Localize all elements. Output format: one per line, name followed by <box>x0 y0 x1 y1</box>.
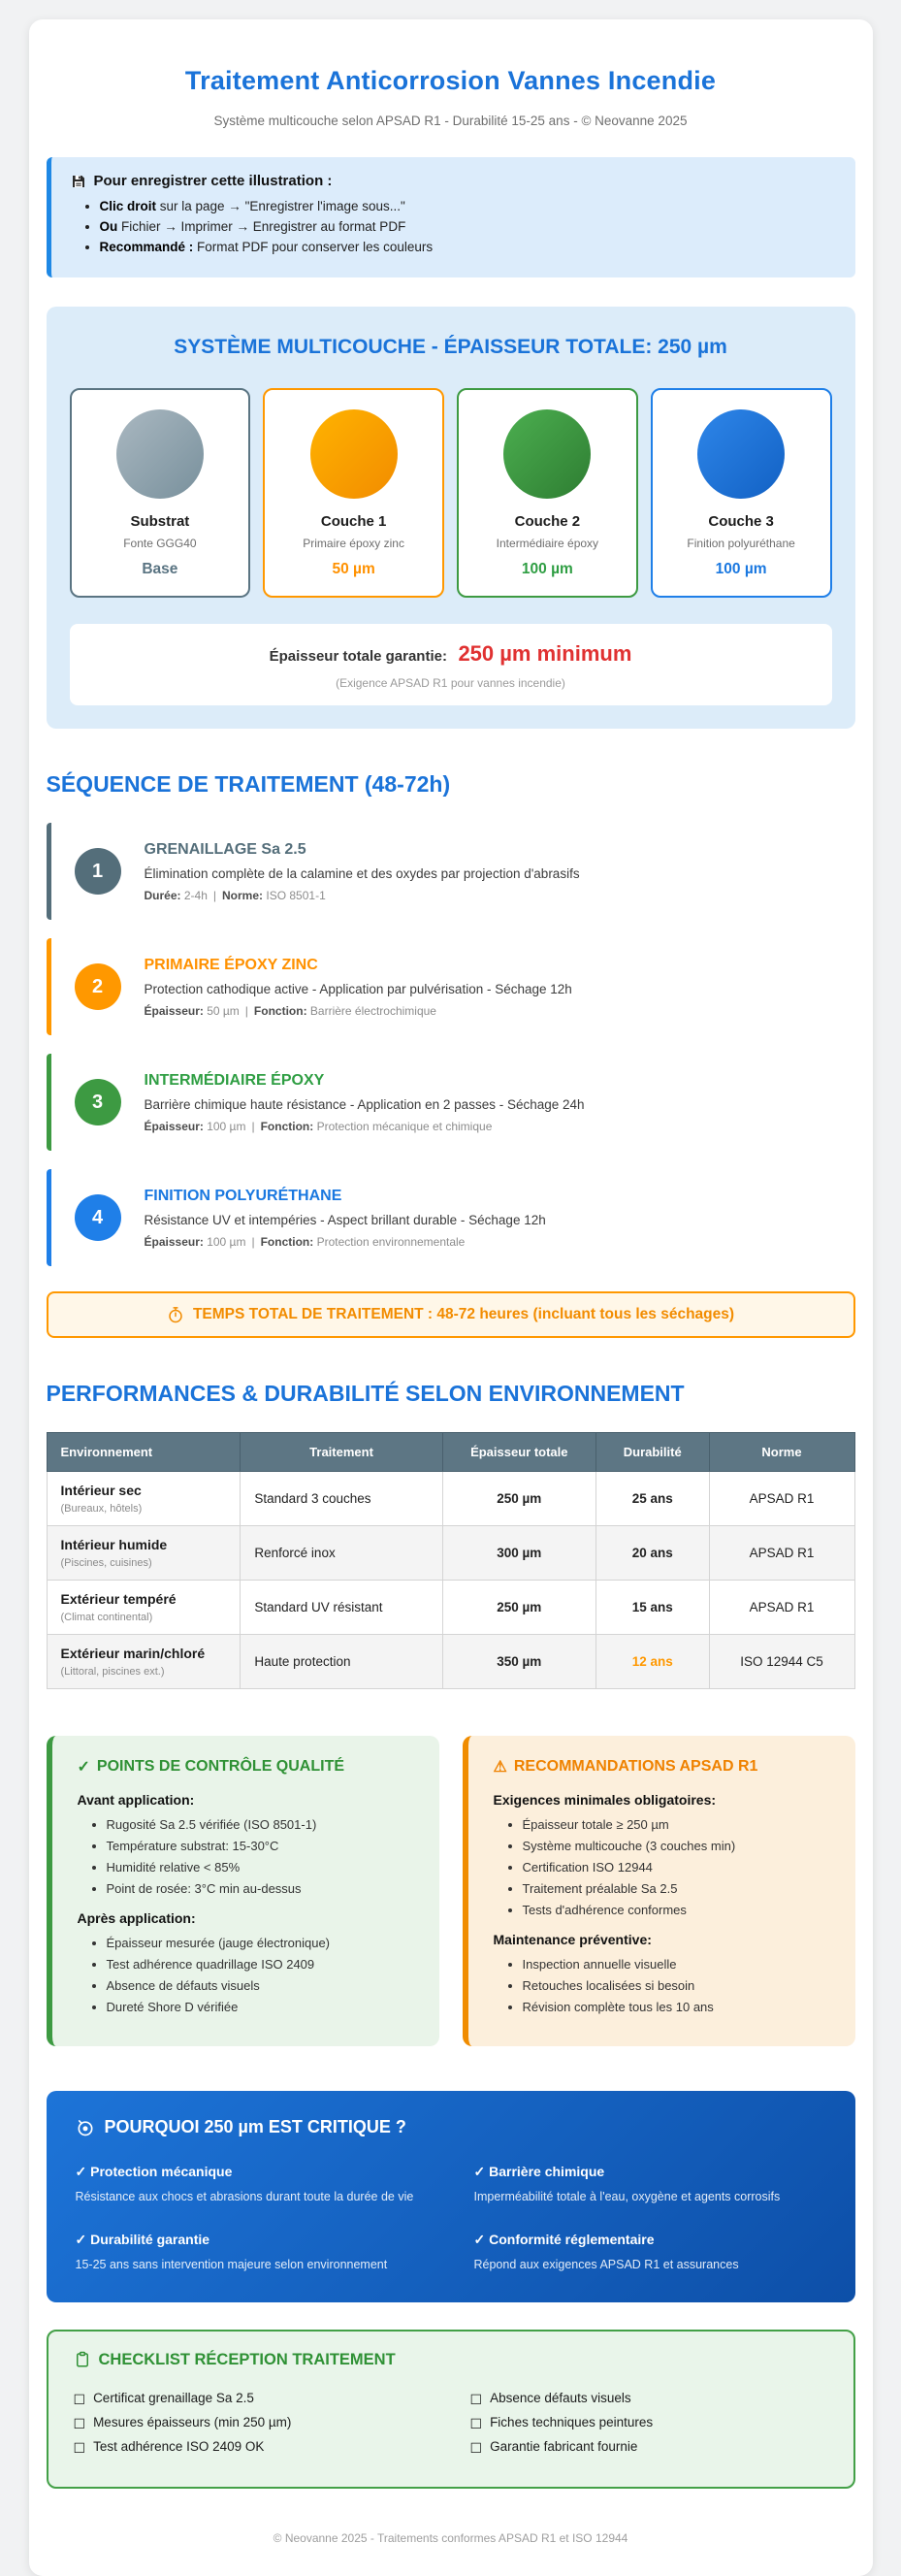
critical-item-title-text: Barrière chimique <box>489 2164 605 2179</box>
reception-checklist-box <box>47 2330 855 2490</box>
norm-cell: ISO 12944 C5 <box>709 1635 854 1689</box>
critical-item-title-text: Protection mécanique <box>90 2164 233 2179</box>
page-title: Traitement Anticorrosion Vannes Incendie <box>184 66 717 95</box>
layer-value: Base <box>142 561 178 577</box>
step-meta <box>145 889 846 902</box>
list-item <box>100 219 836 234</box>
layer-desc: Fonte GGG40 <box>123 537 197 550</box>
save-instructions-box <box>47 157 855 277</box>
sequence-section-title: SÉQUENCE DE TRAITEMENT (48-72h) <box>46 771 451 797</box>
checklist-grid <box>74 2384 828 2464</box>
layer-card-2 <box>457 388 638 598</box>
quality-before-list <box>107 1817 414 1896</box>
env-note: (Littoral, piscines ext.) <box>60 1666 165 1678</box>
list-item: • Rugosité Sa 2.5 vérifiée (ISO 8501-1) <box>107 1817 414 1832</box>
list-item: • Absence de défauts visuels <box>107 1978 414 1993</box>
layer-card-1 <box>263 388 444 598</box>
env-note: (Bureaux, hôtels) <box>60 1503 143 1515</box>
critical-item-title <box>76 2232 428 2248</box>
check-icon: ✓ <box>77 1759 90 1776</box>
critical-item <box>474 2232 826 2273</box>
subsection-title: Maintenance préventive: <box>493 1932 652 1947</box>
checkbox-icon: ☐ <box>73 2391 86 2407</box>
list-item: • Épaisseur mesurée (jauge électronique) <box>107 1936 414 1950</box>
floppy-icon <box>71 174 86 189</box>
thickness-cell: 350 µm <box>442 1635 595 1689</box>
norm-cell: APSAD R1 <box>709 1526 854 1581</box>
substrat-circle <box>116 409 204 499</box>
list-item: • Épaisseur totale ≥ 250 µm <box>523 1817 830 1832</box>
meta-value: Protection environnementale <box>316 1234 466 1249</box>
critical-item-desc: Résistance aux chocs et abrasions durant toute la durée de vie <box>75 2190 414 2203</box>
item-lead: Clic droit <box>99 199 157 213</box>
clipboard-icon <box>74 2351 91 2368</box>
critical-item-desc: 15-25 ans sans intervention majeure selon environnement <box>75 2257 388 2271</box>
target-icon <box>76 2118 95 2137</box>
list-item: • Température substrat: 15-30°C <box>107 1839 414 1853</box>
checklist-item-text: Certificat grenaillage Sa 2.5 <box>93 2390 254 2405</box>
meta-value: Protection mécanique et chimique <box>316 1119 493 1133</box>
list-item: • Inspection annuelle visuelle <box>523 1957 830 1972</box>
list-item: • Dureté Shore D vérifiée <box>107 2000 414 2014</box>
critical-item-title-text: Conformité réglementaire <box>489 2231 655 2247</box>
treatment-cell: Haute protection <box>241 1635 442 1689</box>
recommendations-box-title <box>494 1757 830 1777</box>
checklist-title-text: CHECKLIST RÉCEPTION TRAITEMENT <box>98 2350 396 2368</box>
list-item <box>100 199 836 213</box>
layer-name: Couche 2 <box>514 513 581 530</box>
check-icon: ✓ <box>473 2231 486 2247</box>
column-header: Épaisseur totale <box>442 1433 595 1472</box>
treatment-step-3 <box>47 1054 855 1151</box>
requirements-list <box>523 1817 830 1917</box>
checklist-item <box>470 2415 828 2432</box>
meta-label: Épaisseur: <box>144 1234 204 1249</box>
checkbox-icon: ☐ <box>73 2440 86 2457</box>
layer-desc: Intermédiaire époxy <box>496 537 599 550</box>
step-title: GRENAILLAGE Sa 2.5 <box>144 840 306 858</box>
list-item: • Humidité relative < 85% <box>107 1860 414 1875</box>
critical-item-title <box>474 2232 826 2248</box>
step-number-badge: 3 <box>75 1079 121 1125</box>
item-lead: Recommandé : <box>99 240 194 254</box>
column-header: Durabilité <box>595 1433 709 1472</box>
step-title: FINITION POLYURÉTHANE <box>144 1187 342 1204</box>
step-title: PRIMAIRE ÉPOXY ZINC <box>144 956 318 973</box>
list-item: • Retouches localisées si besoin <box>523 1978 830 1993</box>
durability-cell: 25 ans <box>595 1472 709 1526</box>
table-row <box>47 1472 854 1526</box>
checkbox-icon: ☐ <box>469 2391 483 2407</box>
total-time-text: TEMPS TOTAL DE TRAITEMENT : 48-72 heures (incluant tous les séchages) <box>192 1306 735 1322</box>
total-time-banner <box>47 1291 855 1338</box>
guarantee-label: Épaisseur totale garantie: <box>269 648 447 665</box>
item-lead: Ou <box>99 219 118 234</box>
layer-card-3 <box>651 388 832 598</box>
critical-item <box>76 2164 428 2205</box>
norm-cell: APSAD R1 <box>709 1472 854 1526</box>
step-desc: Élimination complète de la calamine et des oxydes par projection d'abrasifs <box>144 865 580 881</box>
checklist-item <box>470 2439 828 2457</box>
env-note: (Climat continental) <box>60 1612 153 1623</box>
save-instructions-title-text: Pour enregistrer cette illustration : <box>93 173 333 189</box>
layer1-circle <box>310 409 398 499</box>
checklist-title <box>74 2351 828 2369</box>
meta-label: Fonction: <box>260 1234 314 1249</box>
layer-value: 50 µm <box>332 561 375 577</box>
treatment-step-4 <box>47 1169 855 1266</box>
list-item <box>100 240 836 254</box>
checklist-item <box>74 2415 432 2432</box>
checklist-item-text: Garantie fabricant fournie <box>490 2439 638 2455</box>
document-card <box>29 19 873 2576</box>
meta-separator: | <box>212 888 217 902</box>
layer-name: Couche 1 <box>320 513 387 530</box>
table-row <box>47 1526 854 1581</box>
check-icon: ✓ <box>75 2231 87 2247</box>
step-number-badge: 4 <box>75 1194 121 1241</box>
thickness-cell: 250 µm <box>442 1472 595 1526</box>
meta-value: 50 µm <box>207 1003 240 1018</box>
performance-section-title: PERFORMANCES & DURABILITÉ SELON ENVIRONNEMENT <box>46 1381 685 1406</box>
list-item: • Point de rosée: 3°C min au-dessus <box>107 1881 414 1896</box>
layer-card-substrat <box>70 388 251 598</box>
quality-control-box <box>47 1736 439 2046</box>
checklist-item <box>74 2439 432 2457</box>
save-instructions-list <box>100 199 836 254</box>
meta-separator: | <box>244 1003 248 1018</box>
layer-name: Couche 3 <box>708 513 774 530</box>
quality-recommendations-row <box>47 1736 855 2046</box>
checkbox-icon: ☐ <box>469 2440 483 2457</box>
maintenance-list <box>523 1957 830 2014</box>
durability-cell: 20 ans <box>595 1526 709 1581</box>
column-header: Environnement <box>47 1433 241 1472</box>
checklist-item-text: Absence défauts visuels <box>490 2390 631 2405</box>
meta-value: 100 µm <box>207 1119 246 1133</box>
treatment-cell: Standard UV résistant <box>241 1581 442 1635</box>
list-item: • Révision complète tous les 10 ans <box>523 2000 830 2014</box>
table-row <box>47 1635 854 1689</box>
treatment-cell: Standard 3 couches <box>241 1472 442 1526</box>
meta-label: Fonction: <box>260 1119 314 1133</box>
env-name: Extérieur marin/chloré <box>60 1646 206 1661</box>
stopwatch-icon <box>167 1306 184 1323</box>
step-title: INTERMÉDIAIRE ÉPOXY <box>144 1071 325 1089</box>
env-cell <box>47 1472 241 1526</box>
meta-separator: | <box>251 1234 255 1249</box>
step-number-badge: 2 <box>75 963 121 1010</box>
checkbox-icon: ☐ <box>469 2415 483 2431</box>
norm-cell: APSAD R1 <box>709 1581 854 1635</box>
env-name: Extérieur tempéré <box>60 1591 177 1607</box>
layer-desc: Primaire époxy zinc <box>303 537 404 550</box>
layers-row <box>70 388 832 598</box>
treatment-step-2 <box>47 938 855 1035</box>
critical-title-text: POURQUOI 250 µm EST CRITIQUE ? <box>104 2117 406 2136</box>
check-icon: ✓ <box>473 2164 486 2179</box>
step-meta <box>145 1235 846 1249</box>
meta-value: Barrière électrochimique <box>309 1003 436 1018</box>
checkbox-icon: ☐ <box>73 2415 86 2431</box>
treatment-cell: Renforcé inox <box>241 1526 442 1581</box>
layer3-circle <box>697 409 785 499</box>
env-cell <box>47 1526 241 1581</box>
checklist-item-text: Mesures épaisseurs (min 250 µm) <box>93 2414 292 2429</box>
env-name: Intérieur humide <box>60 1537 168 1552</box>
meta-value: 100 µm <box>207 1234 246 1249</box>
item-text: sur la page → "Enregistrer l'image sous..." <box>156 199 405 213</box>
subsection-title: Après application: <box>77 1910 196 1926</box>
column-header: Norme <box>709 1433 854 1472</box>
critical-item <box>474 2164 826 2205</box>
env-name: Intérieur sec <box>60 1483 142 1498</box>
checklist-column <box>470 2384 828 2464</box>
critical-item-title-text: Durabilité garantie <box>90 2231 210 2247</box>
step-desc: Protection cathodique active - Application par pulvérisation - Séchage 12h <box>144 981 572 996</box>
guarantee-note: (Exigence APSAD R1 pour vannes incendie) <box>336 676 565 690</box>
meta-label: Épaisseur: <box>144 1003 204 1018</box>
thickness-cell: 250 µm <box>442 1581 595 1635</box>
critical-item <box>76 2232 428 2273</box>
step-number-badge: 1 <box>75 848 121 895</box>
table-row <box>47 1581 854 1635</box>
env-note: (Piscines, cuisines) <box>60 1557 152 1569</box>
table-header <box>47 1433 854 1472</box>
meta-label: Fonction: <box>253 1003 307 1018</box>
list-item: • Tests d'adhérence conformes <box>523 1903 830 1917</box>
thickness-cell: 300 µm <box>442 1526 595 1581</box>
meta-value: 2-4h <box>183 888 208 902</box>
column-header: Traitement <box>241 1433 442 1472</box>
checklist-item <box>470 2391 828 2408</box>
critical-grid <box>76 2164 826 2273</box>
multilayer-system-panel <box>47 307 855 729</box>
critical-item-title <box>474 2164 826 2180</box>
guarantee-value: 250 µm minimum <box>458 641 632 666</box>
checklist-column <box>74 2384 432 2464</box>
list-item: • Système multicouche (3 couches min) <box>523 1839 830 1853</box>
step-desc: Barrière chimique haute résistance - Application en 2 passes - Séchage 24h <box>144 1096 585 1112</box>
layer-value: 100 µm <box>715 561 767 577</box>
treatment-step-1 <box>47 823 855 920</box>
page-subtitle: Système multicouche selon APSAD R1 - Durabilité 15-25 ans - © Neovanne 2025 <box>213 114 688 128</box>
checklist-item-text: Fiches techniques peintures <box>490 2414 654 2429</box>
layer2-circle <box>503 409 591 499</box>
layer-name: Substrat <box>130 513 190 530</box>
layer-desc: Finition polyuréthane <box>687 537 795 550</box>
step-meta <box>145 1120 846 1133</box>
step-meta <box>145 1004 846 1018</box>
critical-item-desc: Répond aux exigences APSAD R1 et assurances <box>473 2257 739 2271</box>
quality-after-list <box>107 1936 414 2014</box>
list-item: • Test adhérence quadrillage ISO 2409 <box>107 1957 414 1972</box>
meta-label: Épaisseur: <box>144 1119 204 1133</box>
guarantee-box <box>70 624 832 705</box>
env-cell <box>47 1635 241 1689</box>
performance-table <box>47 1432 855 1689</box>
apsad-recommendations-box <box>463 1736 855 2046</box>
recommendations-title-text: RECOMMANDATIONS APSAD R1 <box>513 1758 758 1775</box>
warning-icon: ⚠ <box>493 1759 507 1776</box>
meta-label: Norme: <box>222 888 264 902</box>
checklist-item <box>74 2391 432 2408</box>
quality-box-title <box>78 1757 414 1777</box>
meta-label: Durée: <box>144 888 181 902</box>
item-text: Format PDF pour conserver les couleurs <box>193 240 434 254</box>
durability-cell: 12 ans <box>595 1635 709 1689</box>
critical-thickness-box <box>47 2091 855 2302</box>
env-cell <box>47 1581 241 1635</box>
item-text: Fichier → Imprimer → Enregistrer au format PDF <box>117 219 406 234</box>
multilayer-title: SYSTÈME MULTICOUCHE - ÉPAISSEUR TOTALE: 250 µm <box>174 336 727 358</box>
list-item: • Certification ISO 12944 <box>523 1860 830 1875</box>
quality-title-text: POINTS DE CONTRÔLE QUALITÉ <box>96 1758 345 1775</box>
list-item: • Traitement préalable Sa 2.5 <box>523 1881 830 1896</box>
footer-copyright: © Neovanne 2025 - Traitements conformes APSAD R1 et ISO 12944 <box>273 2531 628 2546</box>
check-icon: ✓ <box>75 2164 87 2179</box>
critical-item-title <box>76 2164 428 2180</box>
meta-separator: | <box>251 1119 255 1133</box>
step-desc: Résistance UV et intempéries - Aspect brillant durable - Séchage 12h <box>144 1212 546 1227</box>
meta-value: ISO 8501-1 <box>266 888 326 902</box>
critical-box-title <box>76 2117 826 2137</box>
critical-item-desc: Imperméabilité totale à l'eau, oxygène et agents corrosifs <box>473 2190 781 2203</box>
save-instructions-title <box>71 173 836 189</box>
subsection-title: Exigences minimales obligatoires: <box>493 1792 717 1808</box>
layer-value: 100 µm <box>521 561 573 577</box>
checklist-item-text: Test adhérence ISO 2409 OK <box>93 2439 265 2455</box>
durability-cell: 15 ans <box>595 1581 709 1635</box>
subsection-title: Avant application: <box>77 1792 195 1808</box>
